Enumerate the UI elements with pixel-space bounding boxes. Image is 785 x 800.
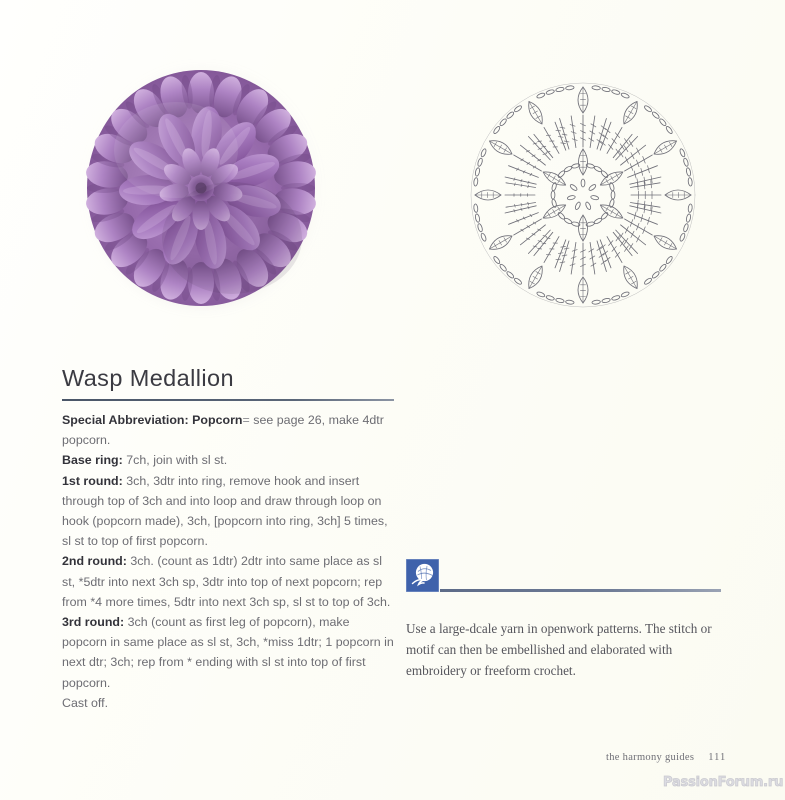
medallion-photo <box>70 46 330 326</box>
base-ring-text: 7ch, join with sl st. <box>122 453 228 468</box>
cast-off-line: Cast off. <box>62 695 109 710</box>
page-title: Wasp Medallion <box>62 365 234 391</box>
tip-text: Use a large-dcale yarn in openwork patterns. The stitch or motif can then be embellished and elaborated with embroidery or freeform crochet. <box>406 621 712 678</box>
pattern-instructions <box>62 410 396 713</box>
book-title: the harmony guides <box>606 752 695 763</box>
base-ring-label: Base ring: <box>62 453 123 468</box>
round-2-text: 3ch. (count as 1dtr) 2dtr into same place as sl st, *5dtr into next 3ch sp, 3dtr into top of next popcorn; rep from *4 more times, 5dtr into next 3ch sp, sl st to top of 3ch. <box>62 554 391 609</box>
yarn-ball-icon <box>406 559 439 592</box>
special-abbreviation-line <box>62 410 396 450</box>
equals-sign: = <box>242 413 250 427</box>
round-2-label: 2nd round: <box>62 554 127 569</box>
round-1-text: 3ch, 3dtr into ring, remove hook and insert through top of 3ch and into loop and draw through loop on hook (popcorn made), 3ch, [popcorn into ring, 3ch] 5 times, sl st to top of first popcorn. <box>62 473 388 549</box>
base-ring-line <box>62 450 396 470</box>
special-abbreviation-label: Special Abbreviation: Popcorn <box>62 413 243 427</box>
watermark: PassionForum.ru <box>663 775 784 790</box>
round-1-line <box>62 471 396 552</box>
round-3-line <box>62 612 396 693</box>
crochet-medallion-image <box>82 62 320 310</box>
page-number: 111 <box>708 752 727 763</box>
page-footer <box>606 752 726 763</box>
stitch-chart-diagram <box>468 78 698 312</box>
tip-divider <box>440 589 721 592</box>
round-2-line <box>62 551 396 612</box>
special-abbreviation-text: see page 26, make 4dtr popcorn. <box>62 413 384 448</box>
round-3-text: 3ch (count as first leg of popcorn), make popcorn in same place as sl st, 3ch, *miss 1dtr; 1 popcorn in next dtr; 3ch; rep from * ending with sl st into top of first popcorn. <box>62 615 394 690</box>
title-divider <box>62 399 394 401</box>
round-1-label: 1st round: <box>62 473 123 488</box>
round-3-label: 3rd round: <box>62 615 125 630</box>
